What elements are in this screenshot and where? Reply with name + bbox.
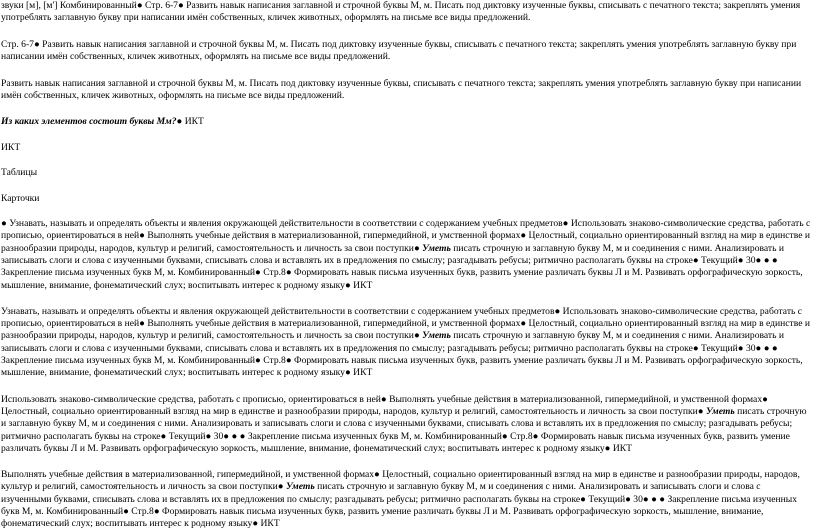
block-2-text bbox=[1, 306, 813, 380]
paragraph-tables: Таблицы bbox=[1, 167, 38, 179]
block-1-part-b: писать строчную и заглавную букву М, м и соединения с ними. Анализировать и записывать слоги и слова с изученными буквами, списывать слова и вставлять их в предложения по смыслу; разгадывать ребусы; ритмично располагать буквы на строке● Текущий● bbox=[1, 242, 785, 266]
block-3-part-c: 30● ● ● Закрепление письма изученных букв М, м. Комбинированный● Стр.8● Формировать навык письма изученных букв, развить умение различать буквы Л и М. Развивать орфографическую зоркость, мышление, внимание, фонематический слух; воспитывать интерес к родному языку● ИКТ bbox=[1, 430, 790, 454]
block-1-part-c: 30● ● ● Закрепление письма изученных букв М, м. Комбинированный● Стр.8● Формировать навык письма изученных букв, развить умение различать буквы Л и М. Развивать орфографическую зоркость, мышление, внимание, фонематический слух; воспитывать интерес к родному языку● ИКТ bbox=[1, 254, 803, 291]
block-activities-2 bbox=[1, 306, 813, 380]
block-4-part-a: Выполнять учебные действия в материализованной, гипермедийной, и умственной формах● Целостный, социально ориентированный взгляд на мир в единстве и разнообразии природы, народов, культур и религий, самостоятельность и личность за свои поступки● bbox=[1, 469, 800, 493]
block-activities-1 bbox=[1, 218, 813, 292]
block-4-part-c: 30● ● ● Закрепление письма изученных букв М, м. Комбинированный● Стр.8● Формировать навык письма изученных букв, развить умение различать буквы Л и М. Развивать орфографическую зоркость, мышление, внимание, фонематический слух; воспитывать интерес к родному языку● ИКТ bbox=[1, 493, 798, 530]
block-4-text bbox=[1, 469, 813, 530]
block-2-part-c: 30● ● ● Закрепление письма изученных букв М, м. Комбинированный● Стр.8● Формировать навык письма изученных букв, развить умение различать буквы Л и М. Развивать орфографическую зоркость, мышление, внимание, фонематический слух; воспитывать интерес к родному языку● ИКТ bbox=[1, 342, 803, 379]
block-1-part-a: ● Узнавать, называть и определять объекты и явления окружающей действительности в соответствии с содержанием учебных предметов● Использовать знаково-символические средства, работать с прописью, ориентироваться в ней● Выполнять учебные действия в материализованной, гипермедийной, и умственной формах● Целостный, социально ориентированный взгляд на мир в единстве и разнообразии природы, народов, культур и религий, самостоятельность и личность за свои поступки● bbox=[1, 218, 811, 254]
block-activities-4 bbox=[1, 469, 813, 530]
block-2-part-b: писать строчную и заглавную букву М, м и соединения с ними. Анализировать и записывать слоги и слова с изученными буквами, списывать слова и вставлять их в предложения по смыслу; разгадывать ребусы; ритмично располагать буквы на строке● Текущий● bbox=[1, 330, 785, 354]
paragraph-pages-goal: Стр. 6-7● Развить навык написания заглавной и строчной буквы М, м. Писать под диктовку изученные буквы, списывать с печатного текста; закреплять умения употреблять заглавную букву при написании имён собственных, кличек животных, оформлять на письме все виды предложений. bbox=[1, 38, 797, 63]
block-3-part-b: писать строчную и заглавную букву М, м и соединения с ними. Анализировать и записывать слоги и слова с изученными буквами, списывать слова и вставлять их в предложения по смыслу; разгадывать ребусы; ритмично располагать буквы на строке● Текущий● bbox=[1, 405, 807, 442]
paragraph-ikt: ИКТ bbox=[1, 141, 21, 153]
paragraph-goal: Развить навык написания заглавной и строчной буквы М, м. Писать под диктовку изученные буквы, списывать с печатного текста; закреплять умения употреблять заглавную букву при написании имён собственных, кличек животных, оформлять на письме все виды предложений. bbox=[1, 77, 802, 102]
block-3-umet: Уметь bbox=[705, 405, 735, 417]
block-4-part-b: писать строчную и заглавную букву М, м и соединения с ними. Анализировать и записывать слоги и слова с изученными буквами, списывать слова и вставлять их в предложения по смыслу; разгадывать ребусы; ритмично располагать буквы на строке● Текущий● bbox=[1, 481, 761, 505]
question-text: Из каких элементов состоит буквы Мм? bbox=[1, 116, 177, 128]
block-3-text bbox=[1, 394, 813, 455]
block-3-part-a: Использовать знаково-символические средства, работать с прописью, ориентироваться в ней● Выполнять учебные действия в материализованной, гипермедийной, и умственной формах● Целостный, социально ориентированный взгляд на мир в единстве и разнообразии природы, народов, культур и религий, самостоятельность и личность за свои поступки● bbox=[1, 393, 768, 417]
document-body bbox=[1, 0, 813, 531]
block-activities-3 bbox=[1, 394, 813, 455]
paragraph-question bbox=[1, 116, 813, 128]
paragraph-cards: Карточки bbox=[1, 192, 40, 204]
question-tail: ● ИКТ bbox=[176, 116, 204, 128]
block-2-part-a: Узнавать, называть и определять объекты и явления окружающей действительности в соответствии с содержанием учебных предметов● Использовать знаково-символические средства, работать с прописью, ориентироваться в ней● Выполнять учебные действия в материализованной, гипермедийной, и умственной формах● Целостный, социально ориентированный взгляд на мир в единстве и разнообразии природы, народов, культур и религий, самостоятельность и личность за свои поступки● bbox=[1, 305, 810, 342]
block-4-umet: Уметь bbox=[285, 481, 315, 493]
paragraph-lesson-header: звуки [м], [м'] Комбинированный● Стр. 6-7● Развить навык написания заглавной и строчной буквы М, м. Писать под диктовку изученные буквы, списывать с печатного текста; закреплять умения употреблять заглавную букву при написании имён собственных, кличек животных, оформлять на письме все виды предложений. bbox=[1, 0, 801, 24]
block-1-text bbox=[1, 218, 813, 292]
block-1-umet: Уметь bbox=[422, 242, 451, 254]
block-2-umet: Уметь bbox=[422, 330, 451, 342]
